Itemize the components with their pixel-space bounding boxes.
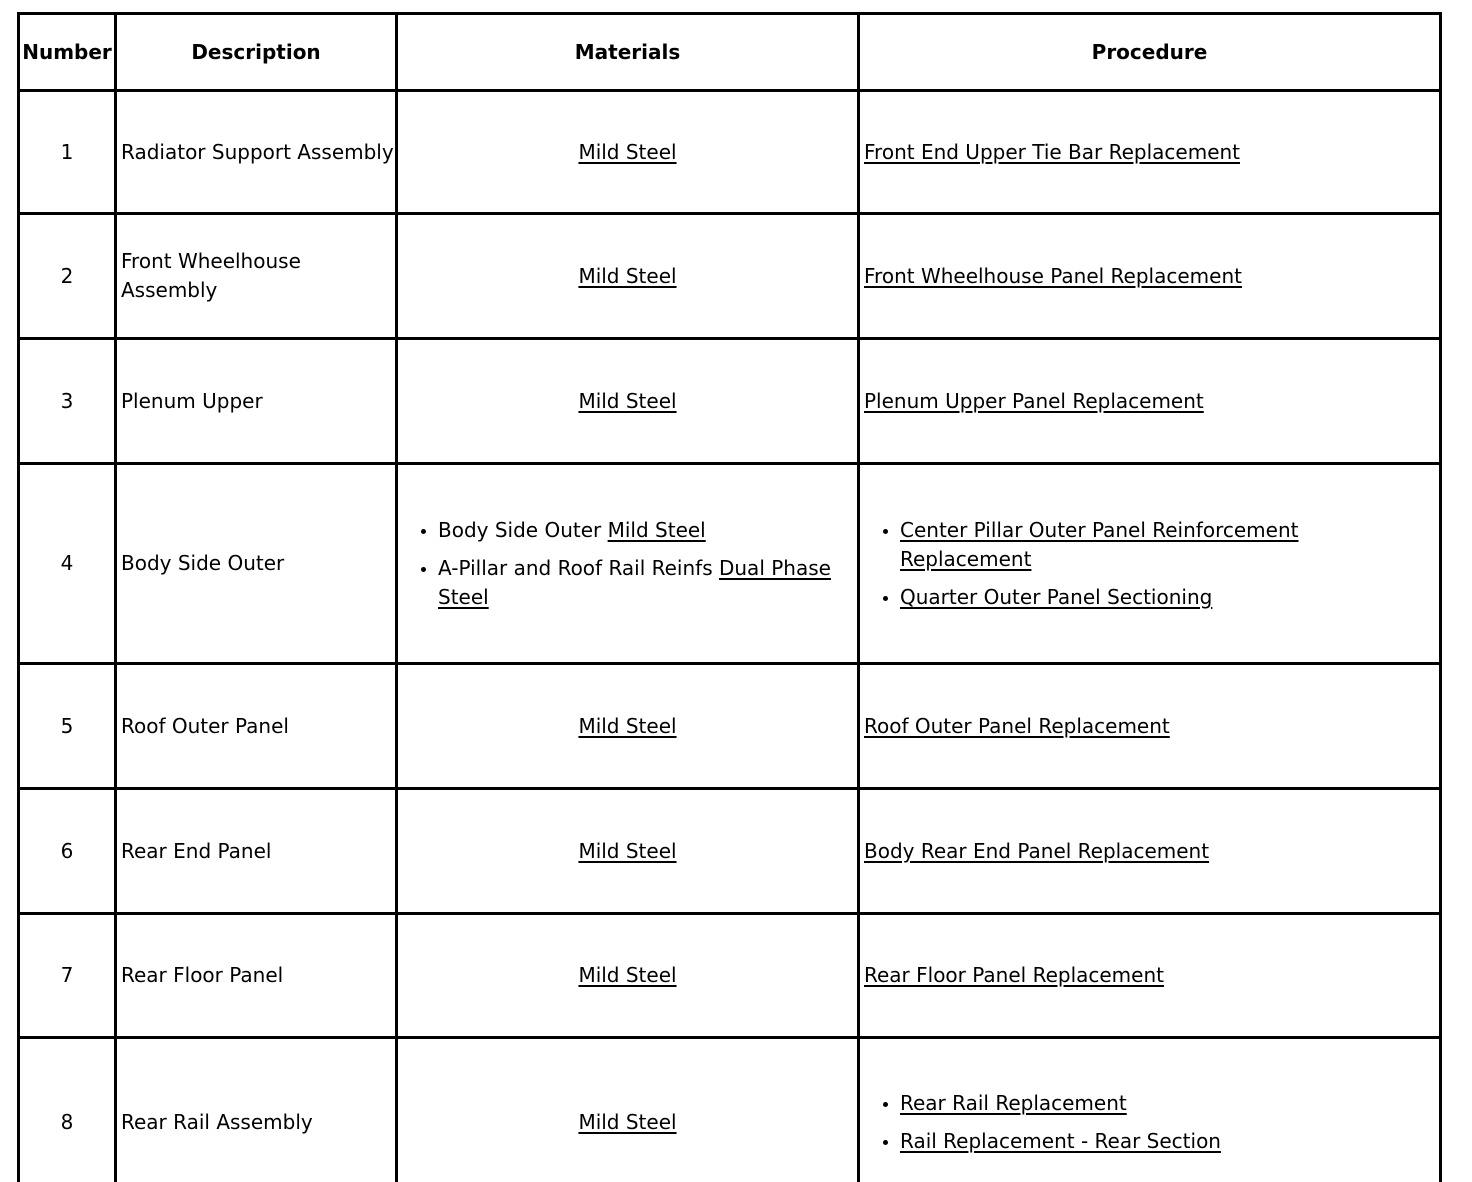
grid-line xyxy=(1439,12,1442,1182)
row-procedure-cell xyxy=(860,790,1439,912)
row-description: Plenum Upper xyxy=(121,388,263,413)
row-material-cell xyxy=(398,665,857,787)
row-procedure-cell xyxy=(860,465,1439,662)
list-item xyxy=(900,516,1319,574)
list-item xyxy=(900,1127,1221,1156)
row-number: 3 xyxy=(60,388,74,413)
procedure-link[interactable]: Front End Upper Tie Bar Replacement xyxy=(864,139,1241,164)
procedure-link[interactable]: Rear Rail Replacement xyxy=(900,1090,1127,1115)
row-material-cell xyxy=(398,92,857,212)
row-procedure-cell xyxy=(860,665,1439,787)
row-description: Rear Floor Panel xyxy=(121,963,284,987)
procedure-link[interactable]: Quarter Outer Panel Sectioning xyxy=(900,584,1213,609)
header-materials: Materials xyxy=(574,39,681,64)
procedure-link[interactable]: Body Rear End Panel Replacement xyxy=(864,838,1210,863)
row-procedure-cell xyxy=(860,215,1439,337)
parts-table xyxy=(17,12,1445,1182)
row-procedure-cell xyxy=(860,1039,1439,1182)
material-link[interactable]: Dual Phase Steel xyxy=(438,555,831,609)
header-description: Description xyxy=(191,39,321,64)
row-procedure-cell xyxy=(860,340,1439,462)
row-number: 5 xyxy=(60,713,74,738)
row-procedure-cell xyxy=(860,915,1439,1036)
material-link[interactable]: Mild Steel xyxy=(578,838,677,863)
row-material-cell xyxy=(398,465,857,662)
header-procedure: Procedure xyxy=(1091,39,1208,64)
procedure-link[interactable]: Roof Outer Panel Replacement xyxy=(864,713,1170,738)
procedure-link[interactable]: Rail Replacement - Rear Section xyxy=(900,1128,1221,1153)
row-description: Rear Rail Assembly xyxy=(121,1109,313,1134)
row-material-cell xyxy=(398,790,857,912)
material-prefix: Body Side Outer xyxy=(438,517,602,542)
list-item xyxy=(438,516,845,545)
procedure-link[interactable]: Rear Floor Panel Replacement xyxy=(864,963,1164,987)
material-link[interactable]: Mild Steel xyxy=(578,713,677,738)
material-link[interactable]: Mild Steel xyxy=(578,263,677,288)
row-description: Front Wheelhouse Assembly xyxy=(121,249,301,302)
row-material-cell xyxy=(398,215,857,337)
procedures-list xyxy=(860,1089,1221,1156)
row-material-cell xyxy=(398,1039,857,1182)
row-number: 6 xyxy=(60,838,74,863)
row-material-cell xyxy=(398,340,857,462)
row-description: Body Side Outer xyxy=(121,551,285,575)
row-procedure-cell xyxy=(860,92,1439,212)
procedure-link[interactable]: Center Pillar Outer Panel Reinforcement Replacement xyxy=(900,517,1299,571)
row-number: 8 xyxy=(60,1109,74,1134)
material-link[interactable]: Mild Steel xyxy=(578,1109,677,1134)
row-number: 2 xyxy=(60,263,74,288)
material-link[interactable]: Mild Steel xyxy=(607,517,706,542)
materials-list xyxy=(398,516,845,612)
material-prefix: A-Pillar and Roof Rail Reinfs xyxy=(438,555,713,580)
material-link[interactable]: Mild Steel xyxy=(578,388,677,413)
header-number: Number xyxy=(22,39,112,64)
row-description: Rear End Panel xyxy=(121,838,272,863)
material-link[interactable]: Mild Steel xyxy=(578,963,677,987)
procedures-list xyxy=(860,516,1319,612)
row-number: 1 xyxy=(60,139,74,164)
material-link[interactable]: Mild Steel xyxy=(578,139,677,164)
row-material-cell xyxy=(398,915,857,1036)
row-number: 7 xyxy=(60,963,74,987)
row-description: Roof Outer Panel xyxy=(121,713,289,738)
list-item xyxy=(900,1089,1221,1118)
row-number: 4 xyxy=(60,551,74,575)
list-item xyxy=(438,554,845,612)
procedure-link[interactable]: Front Wheelhouse Panel Replacement xyxy=(864,263,1242,288)
list-item xyxy=(900,583,1319,612)
row-description: Radiator Support Assembly xyxy=(121,139,394,164)
procedure-link[interactable]: Plenum Upper Panel Replacement xyxy=(864,388,1204,413)
